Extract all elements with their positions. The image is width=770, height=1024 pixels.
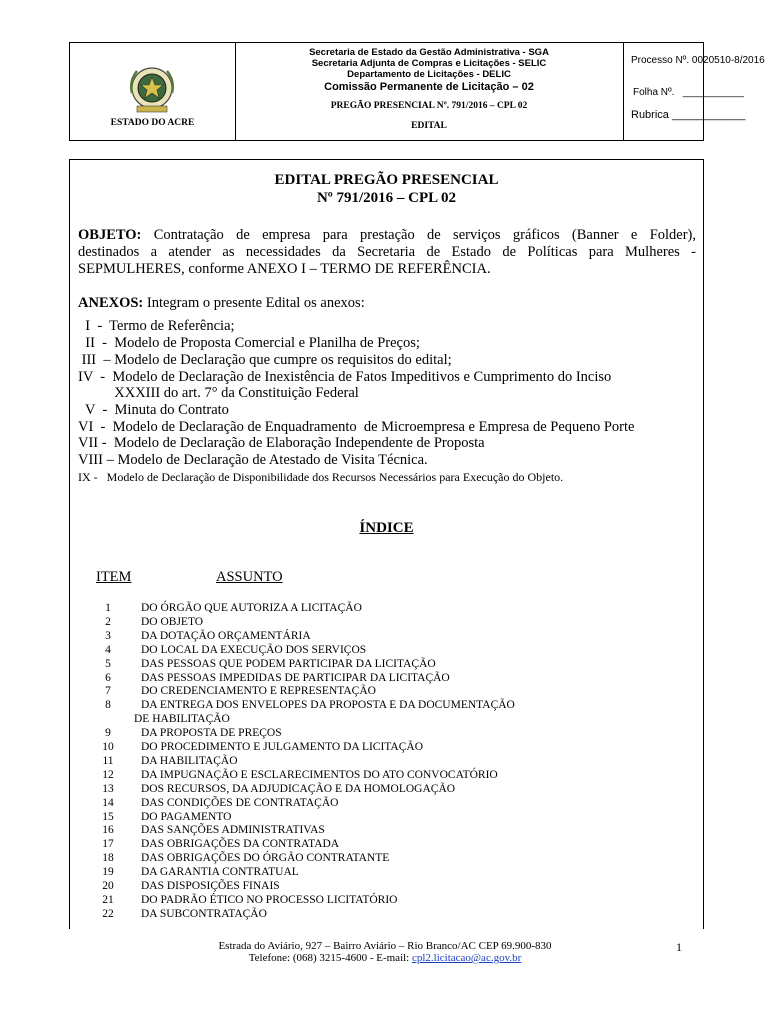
anexo-item: XXXIII do art. 7° da Constituição Federal bbox=[78, 385, 359, 401]
indice-item-number: 9 bbox=[105, 727, 111, 740]
indice-item-subject: DO OBJETO bbox=[141, 615, 204, 628]
indice-item-number: 12 bbox=[102, 768, 114, 781]
indice-item-subject: DA HABILITAÇÃO bbox=[141, 754, 238, 767]
footer-email-link[interactable]: cpl2.licitacao@ac.gov.br bbox=[411, 952, 522, 964]
header-line-3: Departamento de Licitações - DELIC bbox=[347, 69, 511, 80]
anexo-item: V - Minuta do Contrato bbox=[78, 402, 229, 418]
indice-item-number: 18 bbox=[102, 852, 114, 865]
page-number: 1 bbox=[676, 940, 682, 954]
anexo-item: III – Modelo de Declaração que cumpre os requisitos do edital; bbox=[78, 352, 452, 368]
indice-item-number: 15 bbox=[102, 810, 114, 823]
indice-item-number: 13 bbox=[102, 782, 114, 795]
indice-item-number: 20 bbox=[102, 880, 114, 892]
indice-item-subject: DO PADRÃO ÉTICO NO PROCESSO LICITATÓRIO bbox=[141, 893, 398, 906]
rubrica-field: Rubrica ____________ bbox=[631, 109, 746, 121]
indice-title: ÍNDICE bbox=[359, 520, 414, 536]
indice-item-number: 16 bbox=[102, 824, 114, 837]
folha-field: Folha Nº. ___________ bbox=[633, 87, 744, 98]
edital-label: EDITAL bbox=[411, 121, 447, 131]
indice-item-number: 22 bbox=[102, 907, 114, 920]
indice-item-number: 10 bbox=[102, 741, 114, 753]
indice-item-subject: DO PAGAMENTO bbox=[141, 810, 232, 823]
indice-item-subject: DO CREDENCIAMENTO E REPRESENTAÇÃO bbox=[141, 685, 376, 698]
indice-item-number: 19 bbox=[102, 866, 114, 879]
footer-phone: Telefone: (068) 3215-4600 - E-mail: bbox=[248, 952, 410, 964]
processo-number: Processo Nº. 0020510-8/2016 bbox=[631, 55, 765, 66]
state-label: ESTADO DO ACRE bbox=[110, 118, 195, 128]
objeto-line-1: Contratação de empresa para prestação de serviços gráficos (Banner e Folder), bbox=[153, 227, 696, 243]
indice-item-number: 4 bbox=[105, 643, 111, 656]
indice-item-number: 11 bbox=[102, 754, 114, 767]
indice-item-subject: DAS DISPOSIÇÕES FINAIS bbox=[141, 880, 280, 892]
footer-contact bbox=[0, 952, 770, 964]
indice-item-subject: DAS SANÇÕES ADMINISTRATIVAS bbox=[141, 824, 325, 837]
commission-label: Comissão Permanente de Licitação – 02 bbox=[324, 81, 534, 93]
anexo-item: VII - Modelo de Declaração de Elaboração Independente de Proposta bbox=[78, 435, 485, 451]
header-line-2: Secretaria Adjunta de Compras e Licitações - SELIC bbox=[311, 58, 547, 69]
header-right-cell bbox=[623, 43, 765, 140]
indice-item-number: 7 bbox=[105, 685, 111, 698]
indice-item-subject: DA PROPOSTA DE PREÇOS bbox=[141, 727, 282, 740]
objeto-line-3: SEPMULHERES, conforme ANEXO I – TERMO DE REFERÊNCIA. bbox=[78, 261, 491, 277]
anexo-item: IV - Modelo de Declaração de Inexistência de Fatos Impeditivos e Cumprimento do Inciso bbox=[78, 369, 612, 385]
acre-coat-of-arms-icon bbox=[127, 63, 177, 115]
footer-address: Estrada do Aviário, 927 – Bairro Aviário – Rio Branco/AC CEP 69.900-830 bbox=[218, 940, 552, 952]
anexo-item: IX - Modelo de Declaração de Disponibilidade dos Recursos Necessários para Execução do Objeto. bbox=[78, 470, 564, 484]
indice-item-number: 2 bbox=[105, 615, 111, 628]
pregao-label: PREGÃO PRESENCIAL Nº. 791/2016 – CPL 02 bbox=[330, 101, 528, 111]
anexo-item: II - Modelo de Proposta Comercial e Planilha de Preços; bbox=[78, 335, 420, 351]
indice-item-subject: DO LOCAL DA EXECUÇÃO DOS SERVIÇOS bbox=[141, 643, 367, 656]
indice-item-number: 3 bbox=[105, 629, 111, 642]
indice-item-subject: DAS PESSOAS IMPEDIDAS DE PARTICIPAR DA LICITAÇÃO bbox=[141, 671, 450, 684]
indice-item-subject: DOS RECURSOS, DA ADJUDICAÇÃO E DA HOMOLOGAÇÃO bbox=[141, 782, 456, 795]
anexos-intro bbox=[78, 295, 696, 312]
indice-item-subject: DA DOTAÇÃO ORÇAMENTÁRIA bbox=[141, 629, 311, 642]
indice-item-subject: DAS CONDIÇÕES DE CONTRATAÇÃO bbox=[141, 796, 339, 809]
indice-item-subject: DA GARANTIA CONTRATUAL bbox=[141, 866, 299, 879]
doc-title-line-2: Nº 791/2016 – CPL 02 bbox=[316, 190, 457, 206]
indice-item-number: 1 bbox=[105, 602, 111, 614]
anexo-item: VI - Modelo de Declaração de Enquadramento de Microempresa e Empresa de Pequeno Porte bbox=[78, 419, 635, 435]
objeto-label: OBJETO: bbox=[78, 227, 142, 243]
indice-item-subject: DAS OBRIGAÇÕES DA CONTRATADA bbox=[141, 838, 340, 851]
document-header bbox=[69, 42, 765, 141]
indice-item-number: 5 bbox=[105, 657, 111, 670]
anexo-item: VIII – Modelo de Declaração de Atestado de Visita Técnica. bbox=[78, 452, 428, 468]
header-center-cell bbox=[235, 43, 624, 140]
indice-item-subject: DO ÓRGÃO QUE AUTORIZA A LICITAÇÃO bbox=[141, 602, 362, 614]
anexos-intro-text: Integram o presente Edital os anexos: bbox=[146, 295, 365, 311]
indice-item-number: 21 bbox=[102, 893, 114, 906]
anexos-label: ANEXOS: bbox=[78, 295, 144, 311]
objeto-paragraph bbox=[78, 227, 696, 278]
indice-item-subject: DA SUBCONTRATAÇÃO bbox=[141, 907, 267, 920]
header-line-1: Secretaria de Estado da Gestão Administrativa - SGA bbox=[309, 47, 549, 58]
col-item-header: ITEM bbox=[96, 569, 132, 585]
indice-item-subject: DE HABILITAÇÃO bbox=[134, 713, 230, 726]
document-body bbox=[69, 159, 704, 929]
indice-item-subject: DAS PESSOAS QUE PODEM PARTICIPAR DA LICITAÇÃO bbox=[141, 657, 436, 670]
indice-item-subject: DO PROCEDIMENTO E JULGAMENTO DA LICITAÇÃO bbox=[141, 741, 423, 753]
objeto-line-2: destinados a atender as necessidades da Secretaria de Estado de Políticas para Mulheres - bbox=[78, 244, 696, 260]
col-assunto-header: ASSUNTO bbox=[216, 569, 283, 585]
indice-item-number: 14 bbox=[102, 796, 114, 809]
anexo-item: I - Termo de Referência; bbox=[78, 318, 235, 334]
indice-item-number: 6 bbox=[105, 671, 111, 684]
indice-item-number: 17 bbox=[102, 838, 114, 851]
doc-title-line-1: EDITAL PREGÃO PRESENCIAL bbox=[274, 172, 499, 188]
indice-item-number: 8 bbox=[105, 699, 111, 712]
indice-item-subject: DA ENTREGA DOS ENVELOPES DA PROPOSTA E DA DOCUMENTAÇÃO bbox=[141, 699, 515, 712]
indice-item-subject: DA IMPUGNAÇÃO E ESCLARECIMENTOS DO ATO CONVOCATÓRIO bbox=[141, 768, 498, 781]
header-logo-cell bbox=[70, 43, 236, 140]
indice-item-subject: DAS OBRIGAÇÕES DO ÓRGÃO CONTRATANTE bbox=[141, 852, 390, 865]
